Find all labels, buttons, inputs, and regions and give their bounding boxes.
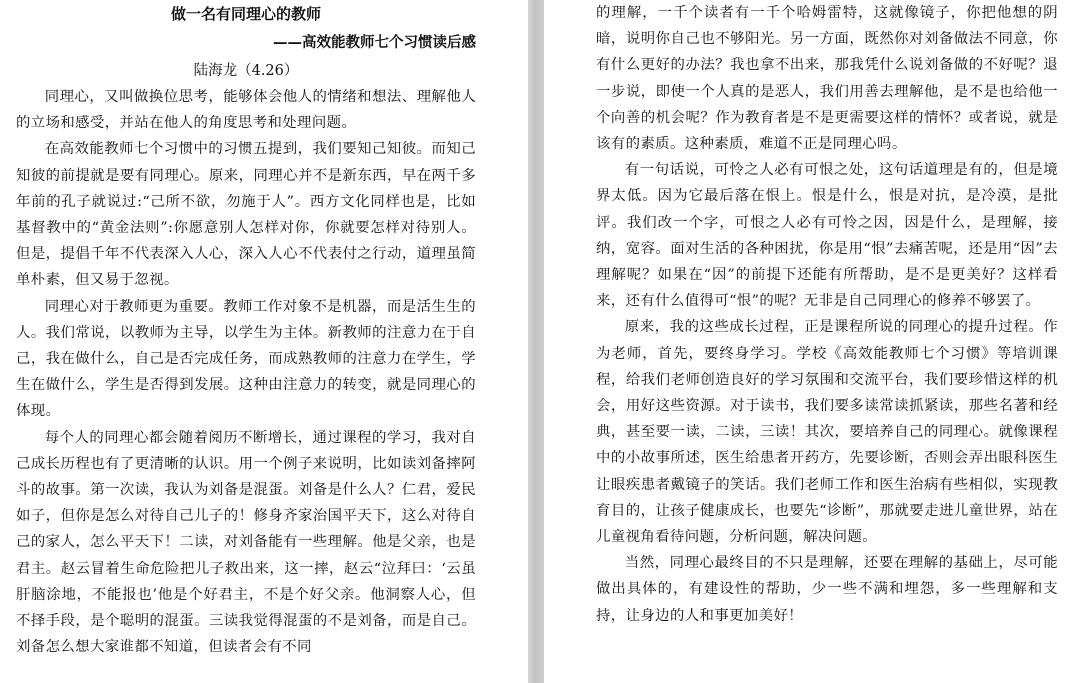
left-page-content	[16, 0, 476, 660]
essay-title: 做一名有同理心的教师	[170, 5, 321, 23]
paragraph-conclusion: 当然，同理心最终目的不只是理解，还要在理解的基础上，尽可能做出具体的，有建设性的帮助，少一些不满和埋怨，多一些理解和支持，让身边的人和事更加美好！	[596, 555, 1058, 624]
paragraph-continued: 的理解，一千个读者有一千个哈姆雷特，这就像镜子，你把他想的阴暗，说明你自己也不够阳光。另一方面，既然你对刘备做法不同意，你有什么更好的办法？我也拿不出来，那我凭什么说刘备做的不好呢？退一步说，即使一个人真的是恶人，我们用善去理解他，是不是也给他一个向善的机会呢？作为教育者是不是更需要这样的情怀？或者说，就是该有的素质。这种素质，难道不正是同理心吗。	[596, 5, 1058, 153]
right-page-content	[596, 0, 1058, 629]
essay-author: 陆海龙（4.26）	[193, 63, 299, 79]
paragraph-liu-bei-example: 每个人的同理心都会随着阅历不断增长，通过课程的学习，我对自己成长历程也有了更清晰的认识。用一个例子来说明，比如读刘备摔阿斗的故事。第一次读，我认为刘备是混蛋。刘备是什么人？仁君，爱民如子，但你是怎么对待自己儿子的！修身齐家治国平天下，这么对待自己的家人，怎么平天下！二读，对刘备能有一些理解。他是父亲，也是君主。赵云冒着生命危险把儿子救出来，这一摔，赵云“泣拜曰：‘云虽肝脑涂地，不能报也’他是个好君主，不是个好父亲。他洞察人心，但不择手段，是个聪明的混蛋。三读我觉得混蛋的不是刘备，而是自己。刘备怎么想大家谁都不知道，但读者会有不同	[16, 429, 476, 656]
paragraph-teacher-importance: 同理心对于教师更为重要。教师工作对象不是机器，而是活生生的人。我们常说，以教师为主导，以学生为主体。新教师的注意力在于自己，我在做什么，自己是否完成任务，而成熟教师的注意力在学生，学生在做什么，学生是否得到发展。这种由注意力的转变，就是同理心的体现。	[16, 298, 476, 420]
essay-subtitle: ——高效能教师七个习惯读后感	[273, 35, 476, 51]
right-page	[544, 0, 1080, 683]
paragraph-growth: 原来，我的这些成长过程，正是课程所说的同理心的提升过程。作为老师，首先，要终身学习。学校《高效能教师七个习惯》等培训课程，给我们老师创造良好的学习氛围和交流平台，我们要珍惜这样的机会，用好这些资源。对于读书，我们要多读常读抓紧读，那些名著和经典，甚至要一读，二读，三读！其次，要培养自己的同理心。就像课程中的小故事所述，医生给患者开药方，先要诊断，否则会弄出眼科医生让眼疾患者戴镜子的笑话。我们老师工作和医生治病有些相似，实现教育目的，让孩子健康成长，也要先“诊断”，那就要走进儿童世界，站在儿童视角看待问题，分析问题，解决问题。	[596, 319, 1058, 546]
left-page	[0, 0, 528, 683]
paragraph-definition: 同理心，又叫做换位思考，能够体会他人的情绪和想法、理解他人的立场和感受，并站在他人的角度思考和处理问题。	[16, 89, 476, 132]
paragraph-know-yourself: 在高效能教师七个习惯中的习惯五提到，我们要知己知彼。而知己知彼的前提就是要有同理心。原来，同理心并不是新东西，早在两千多年前的孔子就说过:“己所不欲，勿施于人”。西方文化同样也是，比如基督教中的“黄金法则”:你愿意别人怎样对你，你就要怎样对待别人。但是，提倡千年不代表深入人心，深入人心不代表付之行动，道理虽简单朴素，但又易于忽视。	[16, 141, 476, 289]
paragraph-pity-and-hate: 有一句话说，可怜之人必有可恨之处，这句话道理是有的，但是境界太低。因为它最后落在恨上。恨是什么，恨是对抗，是冷漠，是批评。我们改一个字，可恨之人必有可怜之因，因是什么，是理解，接纳，宽容。面对生活的各种困扰，你是用“恨”去痛苦呢，还是用“因”去理解呢？如果在“因”的前提下还能有所帮助，是不是更美好？这样看来，还有什么值得可“恨”的呢？无非是自己同理心的修养不够罢了。	[596, 162, 1058, 310]
page-gutter	[528, 0, 544, 683]
